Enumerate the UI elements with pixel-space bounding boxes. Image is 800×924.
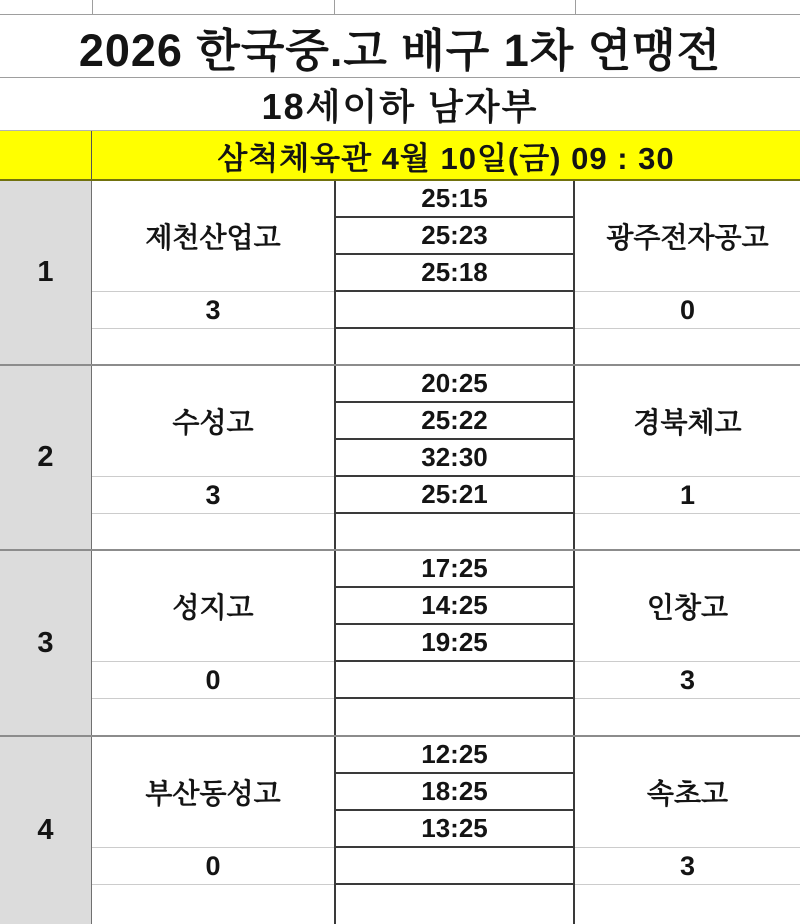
away-total-cell: 1 — [575, 477, 800, 514]
page-title: 2026 한국중.고 배구 1차 연맹전 — [0, 15, 800, 78]
set3-score-cell: 19:25 — [334, 625, 575, 662]
away-spacer-cell — [575, 885, 800, 924]
venue-banner-left-cell — [0, 131, 92, 179]
match-number-cell: 1 — [0, 181, 92, 364]
set1-score-cell: 17:25 — [334, 551, 575, 588]
home-team-cell: 성지고 — [92, 551, 334, 662]
set4-score-cell — [334, 662, 575, 699]
set2-score-cell: 25:23 — [334, 218, 575, 255]
set4-score-cell — [334, 848, 575, 885]
match-number-cell: 4 — [0, 737, 92, 924]
home-spacer-cell — [92, 885, 334, 924]
match-block — [0, 366, 800, 551]
match-block — [0, 181, 800, 366]
division-subtitle: 18세이하 남자부 — [0, 78, 800, 131]
set1-score-cell: 20:25 — [334, 366, 575, 403]
match-number-cell: 3 — [0, 551, 92, 735]
home-spacer-cell — [92, 329, 334, 364]
venue-banner-text: 삼척체육관 4월 10일(금) 09 : 30 — [217, 140, 675, 176]
set2-score-cell: 18:25 — [334, 774, 575, 811]
away-team-cell: 속초고 — [575, 737, 800, 848]
home-total-cell: 3 — [92, 292, 334, 329]
set3-score-cell: 32:30 — [334, 440, 575, 477]
away-spacer-cell — [575, 514, 800, 549]
set2-score-cell: 14:25 — [334, 588, 575, 625]
home-total-cell: 0 — [92, 662, 334, 699]
away-total-cell: 0 — [575, 292, 800, 329]
away-total-cell: 3 — [575, 848, 800, 885]
away-team-cell: 광주전자공고 — [575, 181, 800, 292]
away-spacer-cell — [575, 329, 800, 364]
mid-spacer-cell — [334, 885, 575, 924]
home-team-cell: 수성고 — [92, 366, 334, 477]
venue-banner-row — [0, 131, 800, 181]
column-grid-line — [334, 0, 335, 14]
away-spacer-cell — [575, 699, 800, 735]
set3-score-cell: 13:25 — [334, 811, 575, 848]
mid-spacer-cell — [334, 514, 575, 549]
away-total-cell: 3 — [575, 662, 800, 699]
match-number-cell: 2 — [0, 366, 92, 549]
set1-score-cell: 25:15 — [334, 181, 575, 218]
home-spacer-cell — [92, 514, 334, 549]
set4-score-cell — [334, 292, 575, 329]
away-team-cell: 인창고 — [575, 551, 800, 662]
top-partial-row — [0, 0, 800, 15]
home-spacer-cell — [92, 699, 334, 735]
home-total-cell: 0 — [92, 848, 334, 885]
match-block — [0, 737, 800, 924]
set4-score-cell: 25:21 — [334, 477, 575, 514]
column-grid-line — [575, 0, 576, 14]
home-team-cell: 제천산업고 — [92, 181, 334, 292]
column-grid-line — [92, 0, 93, 14]
set1-score-cell: 12:25 — [334, 737, 575, 774]
home-team-cell: 부산동성고 — [92, 737, 334, 848]
mid-spacer-cell — [334, 329, 575, 364]
match-blocks — [0, 181, 800, 924]
set3-score-cell: 25:18 — [334, 255, 575, 292]
set2-score-cell: 25:22 — [334, 403, 575, 440]
match-block — [0, 551, 800, 737]
away-team-cell: 경북체고 — [575, 366, 800, 477]
home-total-cell: 3 — [92, 477, 334, 514]
mid-spacer-cell — [334, 699, 575, 735]
